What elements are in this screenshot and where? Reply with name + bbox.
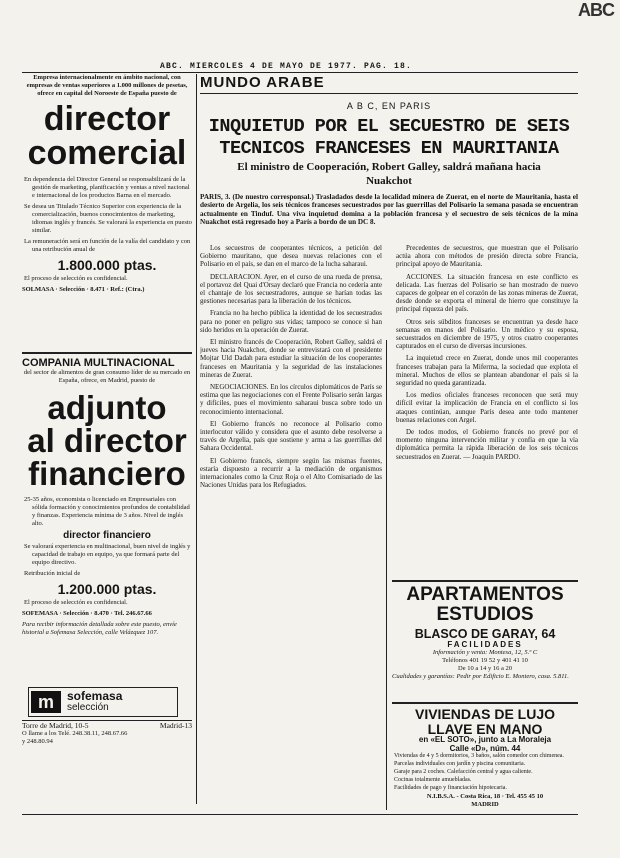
ad2-price: 1.200.000 ptas. <box>57 581 157 597</box>
article-kicker: A B C, EN PARIS <box>346 101 432 111</box>
ad1-title-2: comercial <box>27 134 187 172</box>
viviendas-bullet: Parcelas individuales con jardín y piscina comunitaria. <box>394 761 526 768</box>
viviendas-bullet: Viviendas de 4 y 5 dormitorios, 3 baños, salón comedor con chimenea. <box>394 753 564 760</box>
ad2-bullet: Se valorará experiencia en multinacional, buen nivel de inglés y capacidad de trabajo en equipo, ya que formará parte del equipo directivo. <box>24 543 191 566</box>
ad1-bullet: Se desea un Titulado Técnico Superior con experiencia de la comercialización, buenos conocimientos de marketing, idiomas inglés y francés. Se valorará la experiencia en puesto similar. <box>24 203 192 234</box>
ad2-title-2: al director <box>27 422 187 459</box>
ad1-footer: SOLMASA · Selección · 8.471 · Ref.: (Ctra.) <box>22 286 145 293</box>
address-right: Madrid-13 <box>159 721 192 730</box>
ad2-address <box>22 720 192 746</box>
apartamentos-line: Cualidades y garantías: Pedir por Edificio E. Montero, casa. 5.811. <box>392 673 569 681</box>
ad2-bullet: 25-35 años, economista o licenciado en Empresariales con sólida formación y conocimientos profundos de contabilidad y finanzas. Experiencia mínima de 3 años. Nivel de inglés alto. <box>24 496 190 527</box>
ad2-note: El proceso de selección es confidencial. <box>24 599 128 606</box>
article-paragraph: NEGOCIACIONES. En los círculos diplomáticos de París se estima que las negociaciones con el Frente Polisario serán largas y difíciles, pues el movimiento saharaui busca sobre todo un reconocimiento internacional. <box>200 383 382 416</box>
ad2-footnote: Para recibir información detallada sobre este puesto, envíe historial a Sofemasa Selección, calle Velázquez 107. <box>22 621 177 636</box>
article-paragraph: El Gobierno francés, siempre según las mismas fuentes, estaría dispuesto a recurrir a la mediación de organismos internacionales como la Cruz Roja o el Alto Comisariado de las Naciones Unidas para los Refugiados. <box>200 456 382 490</box>
viviendas-title-4: Calle «D», núm. 44 <box>449 743 521 753</box>
viviendas-title-2: LLAVE EN MANO <box>427 720 543 737</box>
ad-separator <box>22 352 192 354</box>
bottom-rule <box>22 814 578 815</box>
headline-line-1: INQUIETUD POR EL SECUESTRO DE SEIS <box>208 116 570 137</box>
subhead-line-2: Nuakchot <box>366 175 412 187</box>
viviendas-title-3: en «EL SOTO», junto a La Moraleja <box>418 735 552 745</box>
section-title: MUNDO ARABE <box>200 74 325 91</box>
viviendas-city: MADRID <box>471 801 499 809</box>
viviendas-bullet: Garaje para 2 coches. Calefacción central y agua caliente. <box>394 769 533 776</box>
apartamentos-ad <box>392 580 578 700</box>
viviendas-contact: N.I.B.S.A. - Costa Rica, 18 · Tel. 455 45 10 <box>426 793 544 801</box>
ad2-intro: del sector de alimentos de gran consumo líder de su mercado en España, ofrece, en Madrid, puesto de <box>23 369 191 384</box>
ad1-bullet: La remuneración será en función de la valía del candidato y con una retribución anual de <box>24 238 191 253</box>
ad1-note: El proceso de selección es confidencial. <box>24 275 128 282</box>
section-rule <box>200 93 578 94</box>
article-paragraph: El Gobierno francés no reconoce al Polisario como interlocutor válido y considera que el asunto debe resolverse a través de Argelia, país que sostiene y arma a las guerrillas del Sahara Occidental. <box>200 419 382 453</box>
article-paragraph: Los medios oficiales franceses reconocen que será muy difícil evitar la implicación de Francia en el conflicto si los ataques continúan, aunque París desea ante todo mantener buenas relaciones con Argel. <box>396 391 578 424</box>
running-head: ABC. MIERCOLES 4 DE MAYO DE 1977. PAG. 18. <box>160 62 413 71</box>
ad1-intro: Empresa internacionalmente en ámbito nacional, con empresas de ventas superiores a 1.000 millones de pesetas, ofrece en capital del Noroeste de España puesto de <box>26 74 188 97</box>
apartamentos-line: De 10 a 14 y 16 a 20 <box>458 665 512 673</box>
viviendas-title-1: VIVIENDAS DE LUJO <box>414 706 556 722</box>
article-paragraph: El ministro francés de Cooperación, Robert Galley, saldrá el jueves hacia Nuakchot, donde se entrevistará con el presidente Mojtar Uld Dadah para estudiar la situación de los cooperantes franceses en Mauritania y la seguridad de las instalaciones mineras de Zuerat. <box>200 338 382 379</box>
logo-sub: selección <box>67 702 109 713</box>
article-paragraph: Los secuestros de cooperantes técnicos, a petición del Gobierno mauritano, que desea nuevas relaciones con el Polisario en el país, se dan en el marco de la lucha saharaui. <box>200 244 382 269</box>
ad1-title-1: director <box>43 100 171 138</box>
sofemasa-logo-mark: m <box>31 691 61 713</box>
address-line-2: O llame a los Telé. 248.38.11, 248.67.66 <box>22 730 128 737</box>
top-rule <box>22 72 578 73</box>
article-paragraph: ACCIONES. La situación francesa en este conflicto es delicada. Las fuerzas del Polisario se han mostrado de nuevo capaces de golpear en el corazón de las zonas mineras de Zuerat, desde donde se exporta el mineral de hierro que constituye la principal riqueza del país. <box>396 272 578 314</box>
ad1-bullet: En dependencia del Director General se responsabilizará de la gestión de marketing, planificación y ventas a nivel nacional e internacional de los productos Barna en el mercado. <box>24 176 190 199</box>
article-column-1 <box>200 244 382 794</box>
address-left: Torre de Madrid, 10-5 <box>22 721 89 730</box>
ad-rule <box>392 702 578 704</box>
ad1-price: 1.800.000 ptas. <box>57 257 157 273</box>
apartamentos-line: Información y venta: Montesa, 12, 5.º C <box>432 649 538 657</box>
article-paragraph: DECLARACION. Ayer, en el curso de una rueda de prensa, el portavoz del Quai d'Orsay declaró que Francia no cedería ante el chantaje de los secuestradores, aunque se harían todas las gestiones necesarias para la liberación de los técnicos. <box>200 272 382 306</box>
apartamentos-line: Teléfonos 401 19 52 y 401 41 10 <box>442 657 528 665</box>
address-line-3: y 248.80.94 <box>22 738 53 745</box>
ad2-bullet: Retribución inicial de <box>24 570 81 577</box>
column-rule-left <box>196 74 197 804</box>
sofemasa-logo <box>28 687 178 717</box>
headline-line-2: TECNICOS FRANCESES EN MAURITANIA <box>219 138 559 159</box>
apartamentos-address: BLASCO DE GARAY, 64 <box>414 626 556 641</box>
viviendas-bullet: Cocinas totalmente amuebladas. <box>394 777 472 784</box>
apartamentos-title-2: ESTUDIOS <box>436 603 534 625</box>
subhead-line-1: El ministro de Cooperación, Robert Galley, saldrá mañana hacia <box>237 161 541 173</box>
director-comercial-ad <box>22 74 192 364</box>
article-paragraph: Francia no ha hecho pública la identidad de los secuestrados para no poner en peligro sus vidas; tampoco se conoce si han sido heridos en la operación de Zuerat. <box>200 309 382 334</box>
article-paragraph: De todos modos, el Gobierno francés no prevé por el momento ninguna intervención militar y confía en que la vía diplomática permita la rápida liberación de los seis técnicos secuestrados en Zuerat. — Joaquín PARDO. <box>396 428 578 461</box>
viviendas-ad <box>392 702 578 812</box>
article-lead: PARIS, 3. (De nuestro corresponsal.) Trasladados desde la localidad minera de Zuerat, en el norte de Mauritania, hasta el desierto de Argelia, los seis técnicos franceses secuestrados por las guerrillas del Polisario la semana pasada se encuentran actualmente en Tinduf. Una viva inquietud domina a la población francesa y el secuestro de seis técnicos de la mina Nuakchot está regresado hoy a París a bordo de un DC 8. <box>200 193 578 227</box>
ad2-title-1: adjunto <box>47 389 167 426</box>
corner-logo: ABC <box>578 0 614 20</box>
article-paragraph: Otros seis súbditos franceses se encuentran ya desde hace semanas en manos del Polisario. Un médico y su esposa, secuestrados en diciembre de 1975, y otros cuatro cooperantes capturados en el curso de diversas incursiones. <box>396 317 578 351</box>
article-paragraph: Precedentes de secuestros, que muestran que el Polisario actúa ahora con métodos de presión directa sobre Francia, principal apoyo de Mauritania. <box>396 244 578 269</box>
apartamentos-title-1: APARTAMENTOS <box>406 584 564 605</box>
article-paragraph: La inquietud crece en Zuerat, donde unos mil cooperantes franceses trabajan para la Miferma, la sociedad que explota el mineral. Muchos de ellos se plantean abandonar el país si la seguridad no queda garantizada. <box>396 354 578 388</box>
ad2-intro-caps: COMPAÑIA MULTINACIONAL <box>22 358 175 369</box>
ad-rule <box>392 580 578 582</box>
viviendas-bullet: Facilidades de pago y financiación hipotecaria. <box>394 785 507 792</box>
ad2-title-3: financiero <box>28 455 186 492</box>
ad2-footer: SOFEMASA · Selección · 8.470 · Tel. 246.67.66 <box>22 610 152 617</box>
apartamentos-subtitle: FACILIDADES <box>447 640 523 649</box>
logo-name: sofemasa <box>67 689 123 703</box>
ad2-subtitle: director financiero <box>63 530 151 541</box>
